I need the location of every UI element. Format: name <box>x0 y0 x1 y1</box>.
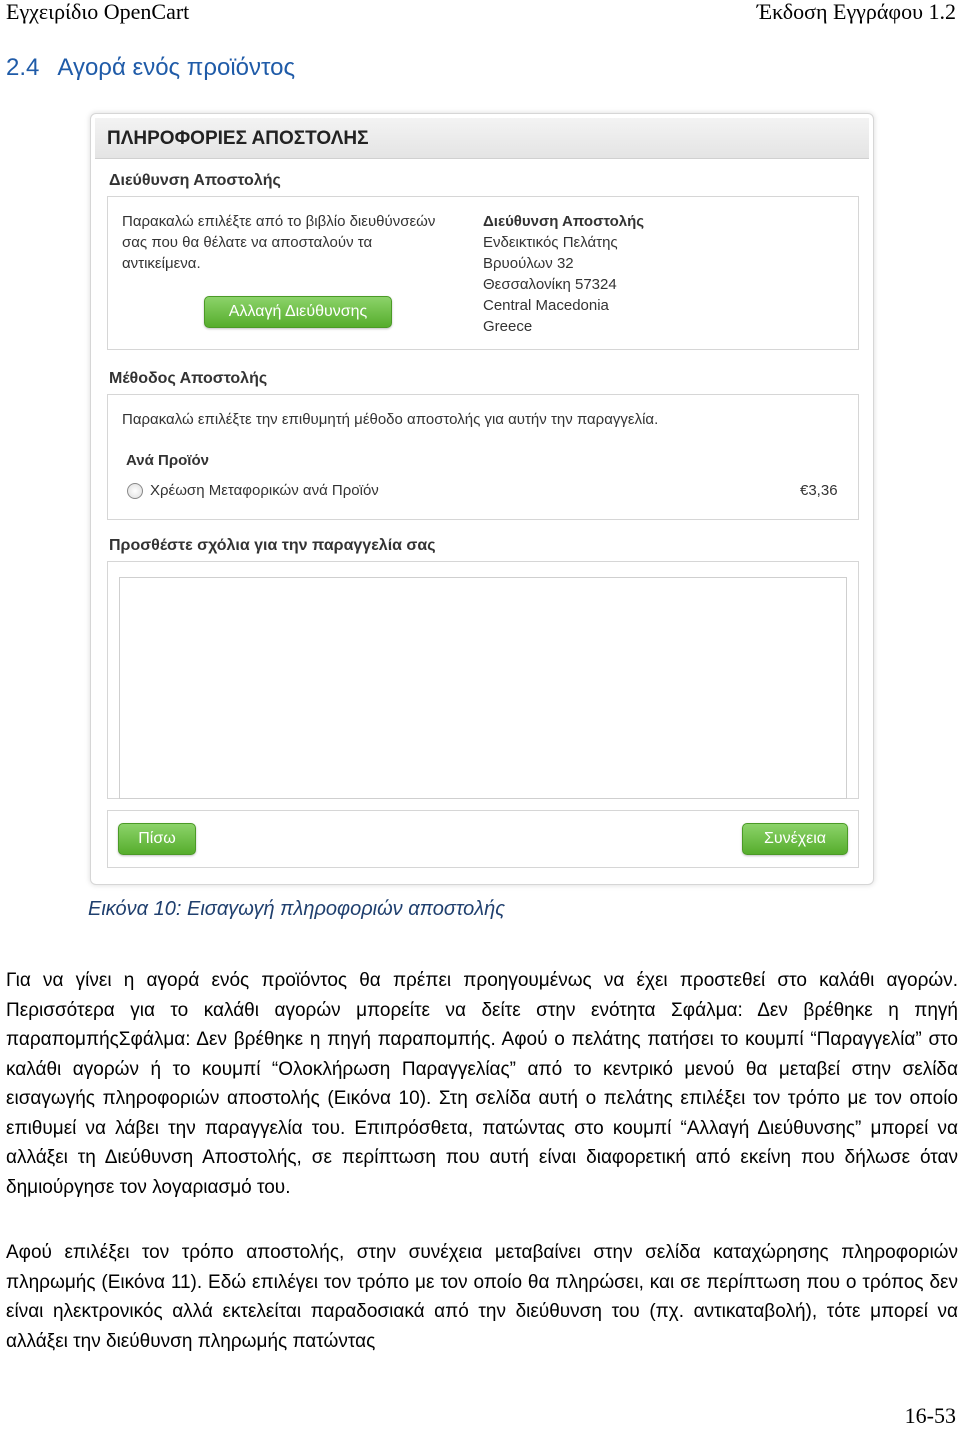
per-product-option-price: €3,36 <box>800 482 838 499</box>
address-line: Central Macedonia <box>483 297 609 314</box>
shipping-method-instruction: Παρακαλώ επιλέξτε την επιθυμητή μέθοδο αποστολής για αυτήν την παραγγελία. <box>122 411 659 428</box>
document-header-right: Έκδοση Εγγράφου 1.2 <box>756 0 956 24</box>
shipping-group-title: Ανά Προϊόν <box>126 452 209 469</box>
shipping-info-screenshot <box>90 113 874 885</box>
address-instruction-line-1: Παρακαλώ επιλέξτε από το βιβλίο διευθύνσεών <box>122 213 436 230</box>
section-heading <box>6 54 295 82</box>
shipping-method-label: Μέθοδος Αποστολής <box>109 370 268 387</box>
address-section-label: Διεύθυνση Αποστολής <box>109 172 281 189</box>
address-panel <box>107 196 859 350</box>
body-paragraph: Αφού επιλέξει τον τρόπο αποστολής, στην συνέχεια μεταβαίνει στην σελίδα καταχώρησης πληροφοριών πληρωμής (Εικόνα 11). Εδώ επιλέγει τον τρόπο με τον οποίο θα πληρώσει, και σε περίπτωση που ο τρόπος δεν είναι ηλεκτρονικός αλλά εκτελείται παραδοσιακά από την διεύθυνση του (πχ. αντικαταβολή), τότε μπορεί να αλλάξει την διεύθυνση πληρωμής πατώντας <box>6 1242 958 1352</box>
comments-label: Προσθέστε σχόλια για την παραγγελία σας <box>109 537 436 554</box>
shipping-method-panel <box>107 394 859 520</box>
body-paragraph: Για να γίνει η αγορά ενός προϊόντος θα πρέπει προηγουμένως να έχει προστεθεί στο καλάθι αγορών. Περισσότερα για το καλάθι αγορών μπορείτε να δείτε στην ενότητα Σφάλμα: Δεν βρέθηκε η πηγή παραπομπήςΣφάλμα: Δεν βρέθηκε η πηγή παραπομπής. Αφού ο πελάτης πατήσει το κουμπί “Παραγγελία” στο καλάθι αγορών ή το κουμπί “Ολοκλήρωση Παραγγελίας” από το κεντρικό μενού θα μεταβεί στην σελίδα εισαγωγής πληροφοριών αποστολής (Εικόνα 10). Στη σελίδα αυτή ο πελάτης επιλέξει τον τρόπο με τον οποίο επιθυμεί να λάβει την παραγγελία του. Επιπρόσθετα, πατώντας στο κουμπί “Αλλαγή Διεύθυνσης” μπορεί να αλλάξει τη Διεύθυνση Αποστολής, σε περίπτωση που αυτή είναι διαφορετική από εκείνη που δήλωσε όταν δημιούργησε τον λογαριασμό του. <box>6 970 958 1198</box>
checkout-buttons-bar <box>107 810 859 868</box>
address-instruction-line-2: σας που θα θέλατε να αποσταλούν τα <box>122 234 373 251</box>
address-line: Greece <box>483 318 533 335</box>
figure-caption: Εικόνα 10: Εισαγωγή πληροφοριών αποστολής <box>88 898 505 920</box>
continue-button[interactable]: Συνέχεια <box>742 823 848 855</box>
screenshot-header <box>95 118 869 159</box>
address-title: Διεύθυνση Αποστολής <box>483 213 645 230</box>
section-number: 2.4 <box>6 54 40 81</box>
back-button[interactable]: Πίσω <box>118 823 196 855</box>
screenshot-title: ΠΛΗΡΟΦΟΡΙΕΣ ΑΠΟΣΤΟΛΗΣ <box>107 128 369 149</box>
per-product-option-label[interactable]: Χρέωση Μεταφορικών ανά Προϊόν <box>150 482 379 499</box>
section-title: Αγορά ενός προϊόντος <box>57 54 296 81</box>
address-instruction-line-3: αντικείμενα. <box>122 255 201 272</box>
page-number: 16-53 <box>904 1403 956 1428</box>
document-header-left: Εγχειρίδιο OpenCart <box>6 0 190 24</box>
address-line: Θεσσαλονίκη 57324 <box>483 276 617 293</box>
per-product-radio[interactable] <box>127 483 143 499</box>
address-line: Βρυούλων 32 <box>483 255 574 272</box>
address-line: Ενδεικτικός Πελάτης <box>483 234 618 251</box>
change-address-button[interactable]: Αλλαγή Διεύθυνσης <box>204 296 392 328</box>
comments-textarea[interactable] <box>119 577 847 799</box>
